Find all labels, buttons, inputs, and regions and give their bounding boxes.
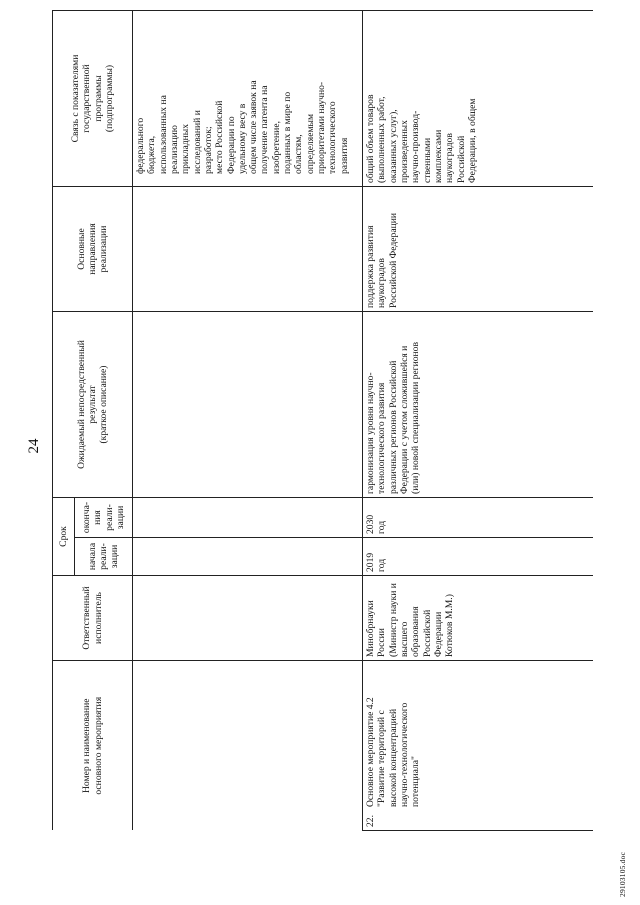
cont-executor-cell — [133, 576, 363, 661]
row-executor-cell: Минобрнауки России (Министр науки и высшего образования Российской Федерации Котюков М.М.) — [363, 576, 593, 661]
header-number-name: Номер и наименование основного мероприятия — [53, 661, 133, 831]
header-executor: Ответственный исполнитель — [53, 576, 133, 661]
header-term: Срок — [53, 498, 75, 576]
row-start-cell: 2019 год — [363, 538, 593, 576]
row-number-name-cell — [363, 661, 593, 831]
header-result: Ожидаемый непосредственный результат (краткое описание) — [53, 312, 133, 498]
cont-start-cell — [133, 538, 363, 576]
row-name: Основное мероприятие 4.2 "Развитие территорий с высокой концентрацией научно-технологического потенциала" — [365, 697, 422, 807]
row-link-cell: общий объем товаров (выполненных работ, оказанных услуг), произведенных научно-производ- ственными комплексами наукоградов Российской Федерации, в общем — [363, 11, 593, 187]
cont-number-cell — [133, 661, 363, 831]
table-row — [363, 11, 593, 831]
header-term-end: оконча- ния реали- зации — [75, 498, 133, 538]
document-code: 29103105.doc — [618, 851, 627, 897]
cont-directions-cell — [133, 187, 363, 312]
row-end-cell: 2030 год — [363, 498, 593, 538]
page-number: 24 — [26, 438, 42, 454]
row-result-cell: гармонизация уровня научно- технологического развития различных регионов Российской Федерации с учетом сложившейся и (или) новой специализации регионов — [363, 312, 593, 498]
cont-end-cell — [133, 498, 363, 538]
header-directions: Основные направления реализации — [53, 187, 133, 312]
header-link: Связь с показателями государственной программы (подпрограммы) — [53, 11, 133, 187]
cont-result-cell — [133, 312, 363, 498]
row-directions-cell: поддержка развития наукоградов Российской Федерации — [363, 187, 593, 312]
cont-link-cell: федерального бюджета, использованных на реализацию прикладных исследований и разработок; место Российской Федерации по удельному весу в общем числе заявок на получение патента на изобретение, поданных в мире по областям, определяемым приоритетами научно- технологического развития — [133, 11, 363, 187]
continuation-row — [133, 11, 363, 831]
header-term-start: начала реали- зации — [75, 538, 133, 576]
row-number: 22. — [365, 815, 376, 827]
program-table — [52, 10, 593, 831]
